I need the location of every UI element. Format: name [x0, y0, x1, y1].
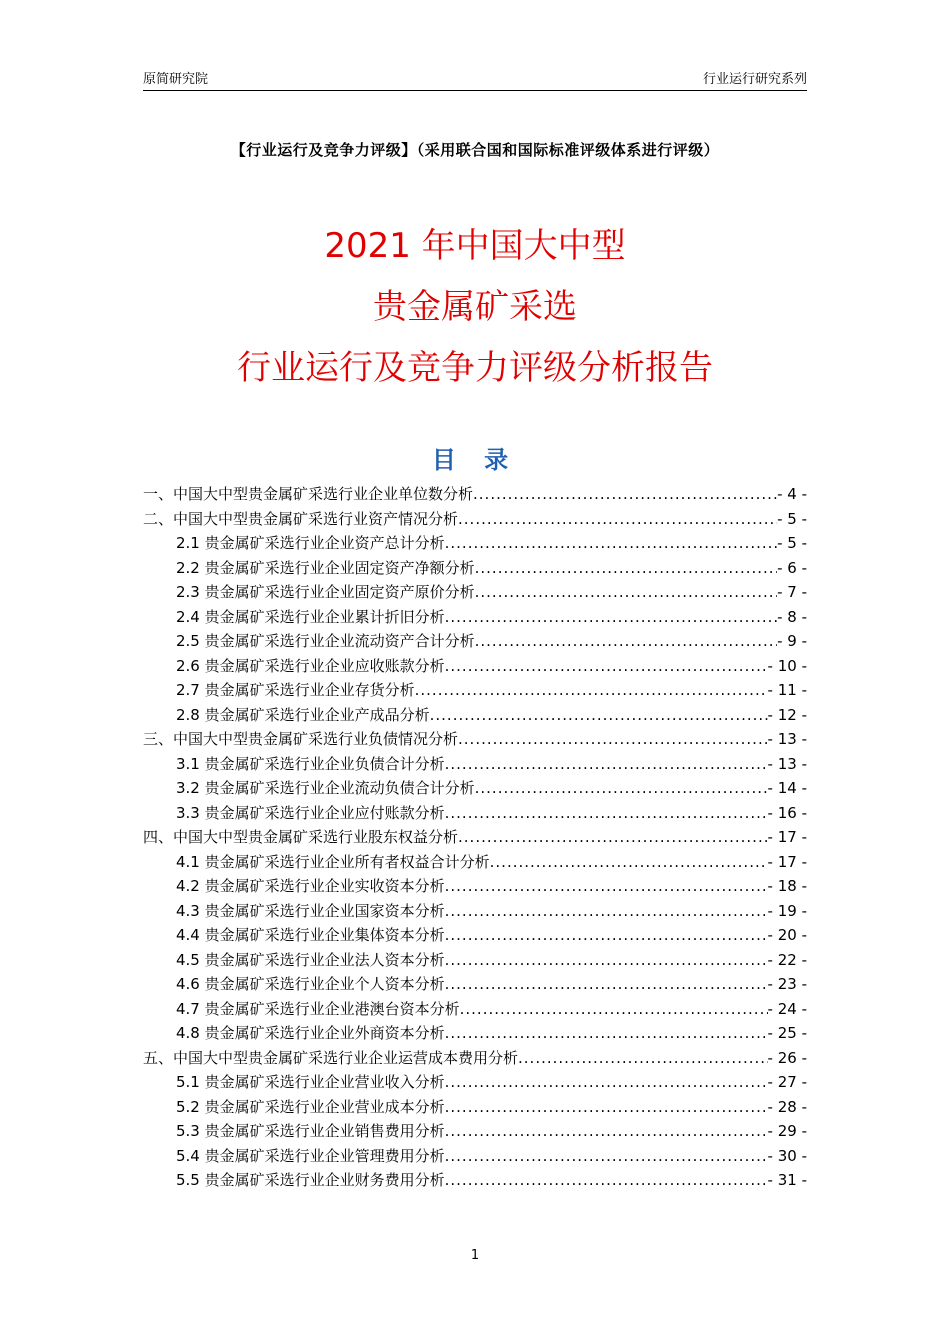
toc-entry[interactable]	[143, 1047, 807, 1072]
toc-entry-page: - 22 -	[767, 950, 807, 969]
toc-entry[interactable]	[143, 777, 807, 802]
toc-entry-page: - 20 -	[767, 926, 807, 944]
toc-entry-label: 4.1 贵金属矿采选行业企业所有者权益合计分析	[176, 852, 490, 871]
toc-entry[interactable]	[143, 1022, 807, 1047]
title-line: 行业运行及竞争力评级分析报告	[237, 348, 713, 388]
toc-entry-label: 5.3 贵金属矿采选行业企业销售费用分析	[176, 1122, 445, 1140]
toc-entry-page: - 29 -	[767, 1122, 807, 1140]
toc-entry-label: 2.7 贵金属矿采选行业企业存货分析	[176, 681, 415, 699]
toc-leader-dots	[445, 877, 768, 895]
toc-leader-dots	[475, 779, 768, 797]
toc-leader-dots	[445, 1098, 768, 1116]
toc-leader-dots	[445, 902, 768, 920]
toc-entry-page: - 6 -	[777, 558, 807, 577]
toc-entry-page: - 5 -	[777, 509, 807, 528]
toc-entry-label: 4.7 贵金属矿采选行业企业港澳台资本分析	[176, 999, 460, 1018]
toc-entry[interactable]	[143, 655, 807, 680]
toc-entry-label: 2.4 贵金属矿采选行业企业累计折旧分析	[176, 607, 445, 626]
toc-entry[interactable]	[143, 679, 807, 704]
toc-entry-label: 5.4 贵金属矿采选行业企业管理费用分析	[176, 1146, 445, 1165]
toc-leader-dots	[518, 1049, 768, 1067]
toc-entry[interactable]	[143, 1096, 807, 1121]
toc-entry-page: - 31 -	[767, 1171, 807, 1189]
toc-entry[interactable]	[143, 1120, 807, 1145]
toc-leader-dots	[445, 951, 768, 969]
toc-entry-label: 4.6 贵金属矿采选行业企业个人资本分析	[176, 975, 445, 993]
toc-entry-label: 4.3 贵金属矿采选行业企业国家资本分析	[176, 901, 445, 920]
toc-entry-page: - 4 -	[777, 485, 807, 503]
toc-entry-label: 3.3 贵金属矿采选行业企业应付账款分析	[176, 803, 445, 822]
toc-entry[interactable]	[143, 753, 807, 778]
toc-entry[interactable]	[143, 532, 807, 557]
toc-leader-dots	[473, 485, 777, 503]
toc-entry[interactable]	[143, 557, 807, 582]
toc-entry[interactable]	[143, 998, 807, 1023]
toc-entry[interactable]	[143, 973, 807, 998]
toc-entry[interactable]	[143, 924, 807, 949]
toc-entry-label: 4.2 贵金属矿采选行业企业实收资本分析	[176, 877, 445, 895]
header-left: 原简研究院	[143, 72, 209, 87]
toc-leader-dots	[445, 1147, 768, 1165]
report-subtitle: 【行业运行及竞争力评级】（采用联合国和国际标准评级体系进行评级）	[230, 141, 720, 159]
toc-entry-page: - 10 -	[767, 656, 807, 675]
title-line: 贵金属矿采选	[373, 287, 577, 327]
toc-leader-dots	[458, 730, 768, 748]
toc-entry-label: 五、中国大中型贵金属矿采选行业企业运营成本费用分析	[143, 1048, 519, 1067]
toc-entry-label: 3.1 贵金属矿采选行业企业负债合计分析	[176, 754, 445, 773]
toc-leader-dots	[445, 926, 768, 944]
toc-leader-dots	[445, 975, 768, 993]
toc-entry-page: - 18 -	[767, 877, 807, 895]
toc-leader-dots	[460, 1000, 768, 1018]
toc-entry-label: 2.6 贵金属矿采选行业企业应收账款分析	[176, 656, 445, 675]
toc-entry-label: 5.1 贵金属矿采选行业企业营业收入分析	[176, 1073, 445, 1091]
toc-entry-label: 二、中国大中型贵金属矿采选行业资产情况分析	[143, 509, 459, 528]
toc-entry-page: - 17 -	[767, 828, 807, 846]
toc-entry[interactable]	[143, 851, 807, 876]
toc-leader-dots	[445, 1024, 768, 1042]
toc-leader-dots	[445, 657, 768, 675]
toc-entry-label: 三、中国大中型贵金属矿采选行业负债情况分析	[143, 730, 459, 748]
toc-entry-page: - 13 -	[767, 754, 807, 773]
toc-leader-dots	[445, 755, 768, 773]
toc-entry-page: - 17 -	[767, 852, 807, 871]
toc-entry-label: 2.2 贵金属矿采选行业企业固定资产净额分析	[176, 558, 475, 577]
toc-entry-page: - 26 -	[767, 1048, 807, 1067]
toc-entry-page: - 11 -	[767, 681, 807, 699]
table-of-contents	[143, 483, 807, 1194]
toc-leader-dots	[475, 583, 777, 601]
toc-entry-page: - 16 -	[767, 803, 807, 822]
toc-entry-label: 四、中国大中型贵金属矿采选行业股东权益分析	[143, 828, 459, 846]
toc-heading: 目 录	[431, 446, 519, 474]
page-number: 1	[470, 1248, 480, 1263]
toc-entry-page: - 25 -	[767, 1024, 807, 1042]
toc-entry-label: 2.5 贵金属矿采选行业企业流动资产合计分析	[176, 632, 475, 650]
toc-leader-dots	[445, 1122, 768, 1140]
toc-entry[interactable]	[143, 900, 807, 925]
toc-entry[interactable]	[143, 606, 807, 631]
toc-entry-page: - 13 -	[767, 730, 807, 748]
toc-entry[interactable]	[143, 581, 807, 606]
toc-entry-page: - 27 -	[767, 1073, 807, 1091]
toc-entry[interactable]	[143, 508, 807, 533]
toc-leader-dots	[445, 534, 777, 552]
toc-entry-label: 2.8 贵金属矿采选行业企业产成品分析	[176, 705, 430, 724]
toc-entry-label: 4.5 贵金属矿采选行业企业法人资本分析	[176, 950, 445, 969]
toc-entry-page: - 30 -	[767, 1146, 807, 1165]
toc-entry-page: - 5 -	[777, 534, 807, 552]
toc-leader-dots	[445, 608, 777, 626]
toc-entry-label: 5.5 贵金属矿采选行业企业财务费用分析	[176, 1171, 445, 1189]
toc-entry[interactable]	[143, 1071, 807, 1096]
toc-entry-label: 4.4 贵金属矿采选行业企业集体资本分析	[176, 926, 445, 944]
toc-entry[interactable]	[143, 483, 807, 508]
toc-entry-page: - 9 -	[777, 632, 807, 650]
toc-entry-label: 一、中国大中型贵金属矿采选行业企业单位数分析	[143, 485, 474, 503]
toc-entry-page: - 19 -	[767, 901, 807, 920]
toc-entry[interactable]	[143, 728, 807, 753]
toc-entry-page: - 8 -	[777, 607, 807, 626]
toc-entry-label: 4.8 贵金属矿采选行业企业外商资本分析	[176, 1024, 445, 1042]
toc-entry[interactable]	[143, 875, 807, 900]
toc-leader-dots	[430, 706, 768, 724]
report-title	[0, 216, 950, 399]
title-line: 2021 年中国大中型	[324, 226, 626, 266]
toc-entry-page: - 14 -	[767, 779, 807, 797]
toc-entry[interactable]	[143, 1169, 807, 1194]
toc-leader-dots	[490, 853, 768, 871]
toc-entry-page: - 28 -	[767, 1097, 807, 1116]
toc-entry[interactable]	[143, 704, 807, 729]
toc-leader-dots	[445, 804, 768, 822]
page-header	[143, 68, 807, 91]
toc-entry-page: - 12 -	[767, 705, 807, 724]
toc-entry-page: - 24 -	[767, 999, 807, 1018]
toc-entry-label: 3.2 贵金属矿采选行业企业流动负债合计分析	[176, 779, 475, 797]
toc-entry[interactable]	[143, 1145, 807, 1170]
toc-leader-dots	[475, 559, 777, 577]
toc-entry-label: 2.3 贵金属矿采选行业企业固定资产原价分析	[176, 583, 475, 601]
toc-entry[interactable]	[143, 802, 807, 827]
toc-entry-label: 2.1 贵金属矿采选行业企业资产总计分析	[176, 534, 445, 552]
toc-entry[interactable]	[143, 630, 807, 655]
toc-entry-page: - 7 -	[777, 583, 807, 601]
toc-leader-dots	[458, 510, 777, 528]
toc-entry[interactable]	[143, 826, 807, 851]
toc-leader-dots	[445, 1171, 768, 1189]
toc-leader-dots	[475, 632, 777, 650]
header-right: 行业运行研究系列	[702, 72, 807, 87]
toc-entry[interactable]	[143, 949, 807, 974]
toc-entry-label: 5.2 贵金属矿采选行业企业营业成本分析	[176, 1097, 445, 1116]
toc-leader-dots	[445, 1073, 768, 1091]
toc-leader-dots	[458, 828, 768, 846]
toc-entry-page: - 23 -	[767, 975, 807, 993]
toc-leader-dots	[415, 681, 768, 699]
